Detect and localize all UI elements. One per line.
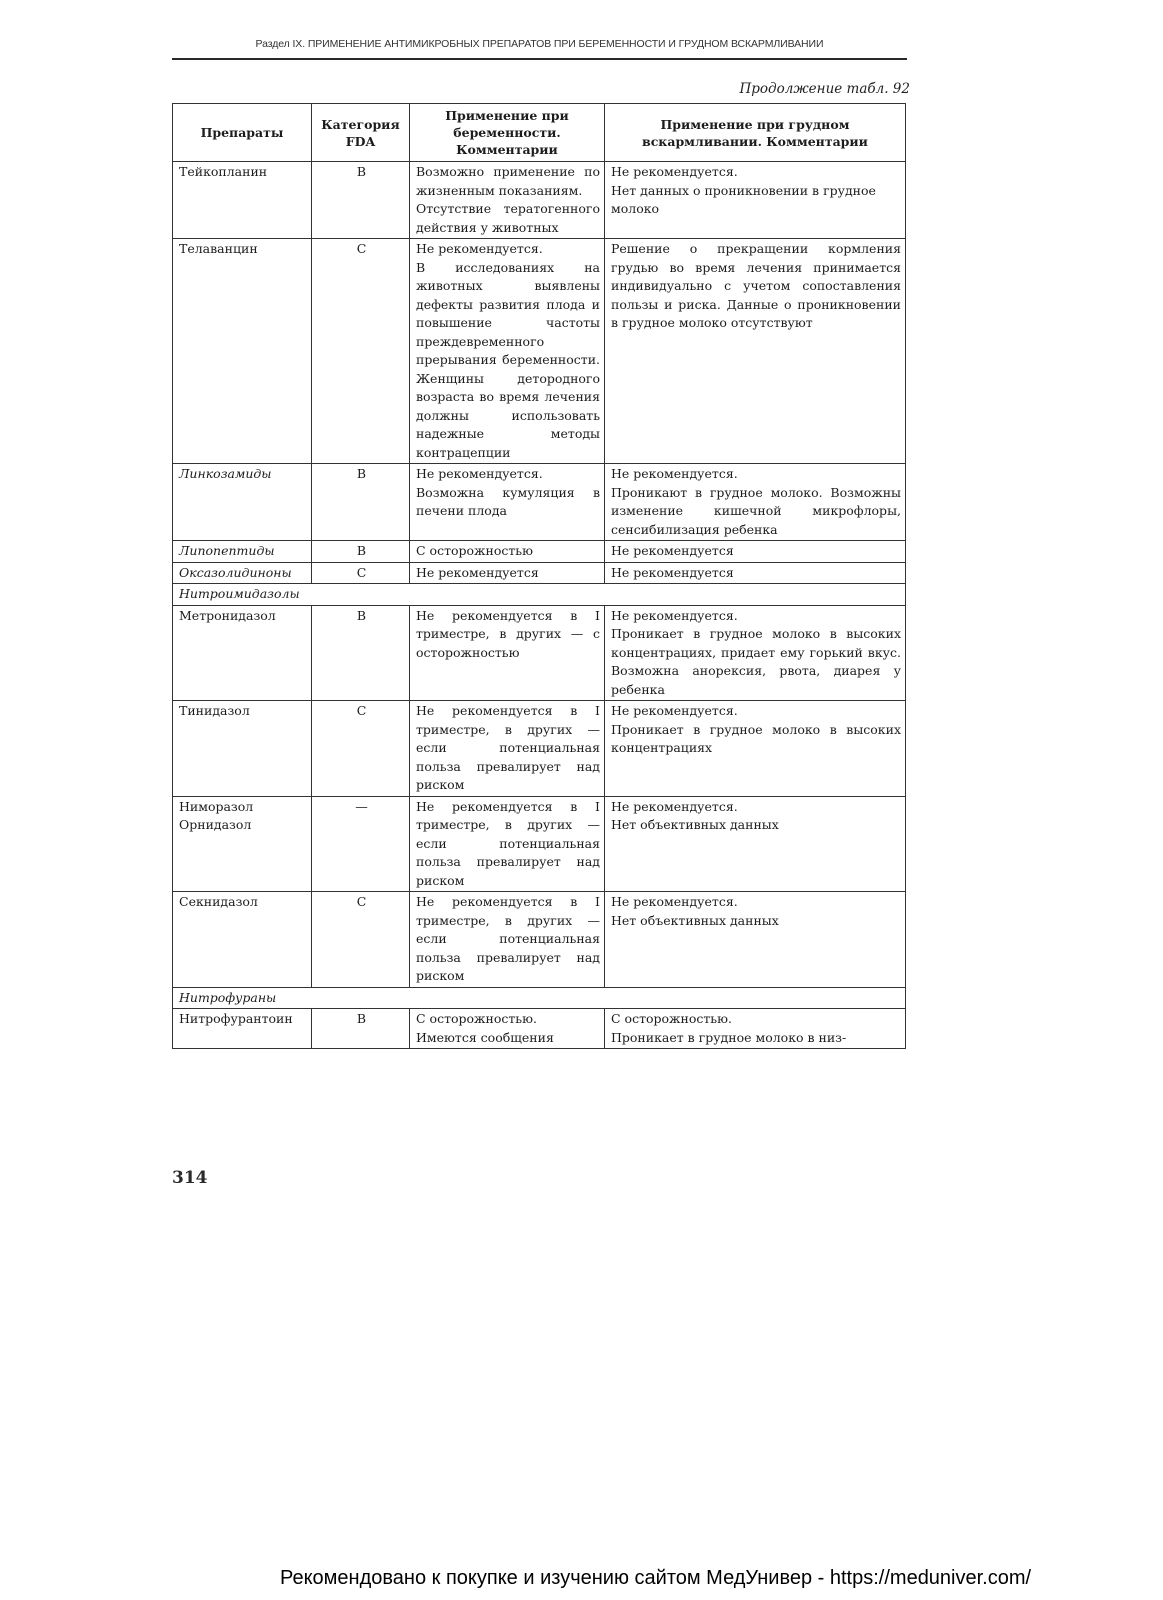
breastfeeding-comment	[605, 239, 906, 464]
comment-line: Проникает в грудное молоко в высоких концентрациях, придает ему горький вкус. Возможна анорексия, рвота, диарея у ребенка	[611, 626, 901, 697]
pregnancy-comment	[410, 162, 605, 239]
header-rule	[172, 58, 907, 60]
comment-line: Не рекомендуется в I триместре, в других — если потенциальная польза превалирует над риском	[416, 798, 600, 888]
header-pregnancy: Применение при беременности. Комментарии	[410, 104, 605, 162]
breastfeeding-comment	[605, 1009, 906, 1049]
comment-line: Не рекомендуется в I триместре, в других — если потенциальная польза превалирует над риском	[416, 894, 600, 983]
comment-line: Возможно применение по жизненным показаниям.	[416, 164, 600, 198]
group-row	[173, 584, 906, 606]
breastfeeding-comment	[605, 562, 906, 584]
pregnancy-comment	[410, 892, 605, 988]
table-row	[173, 239, 906, 464]
pregnancy-comment	[410, 701, 605, 797]
fda-category: C	[312, 239, 410, 464]
comment-line: Не рекомендуется.	[416, 241, 543, 256]
comment-line: Не рекомендуется.	[416, 466, 543, 481]
header-drugs: Препараты	[173, 104, 312, 162]
comment-line: Решение о прекращении кормления грудью во время лечения принимается индивидуально с учетом сопоставления пользы и риска. Данные о проникновении в грудное молоко отсутствуют	[611, 241, 901, 330]
drug-name: Нитрофурантоин	[173, 1009, 312, 1049]
table-row	[173, 541, 906, 563]
breastfeeding-comment	[605, 892, 906, 988]
pregnancy-comment	[410, 464, 605, 541]
breastfeeding-comment	[605, 701, 906, 797]
table-row	[173, 562, 906, 584]
comment-line: Не рекомендуется.	[611, 164, 738, 179]
breastfeeding-comment	[605, 605, 906, 701]
table-row	[173, 1009, 906, 1049]
table-caption: Продолжение табл. 92	[739, 81, 910, 97]
table-row	[173, 701, 906, 797]
fda-category: C	[312, 892, 410, 988]
header-category: Категория FDA	[312, 104, 410, 162]
drug-name: Секнидазол	[173, 892, 312, 988]
drug-name: Метронидазол	[173, 605, 312, 701]
fda-category: C	[312, 701, 410, 797]
drug-name: Тейкопланин	[173, 162, 312, 239]
comment-line: Проникает в грудное молоко в низ-	[611, 1029, 847, 1045]
comment-line: С осторожностью.	[611, 1011, 732, 1026]
drug-name-line: Орнидазол	[179, 817, 252, 832]
pregnancy-comment	[410, 796, 605, 892]
group-title: Нитроимидазолы	[173, 584, 906, 606]
comment-line: Не рекомендуется в I триместре, в других — с осторожностью	[416, 607, 600, 660]
comment-line: Не рекомендуется.	[611, 466, 738, 481]
fda-category: —	[312, 796, 410, 892]
comment-line: Не рекомендуется	[611, 543, 734, 558]
table-row	[173, 796, 906, 892]
comment-line: Не рекомендуется.	[611, 894, 738, 909]
pregnancy-comment	[410, 562, 605, 584]
footer-promo	[280, 1567, 1031, 1590]
footer-promo-text: Рекомендовано к покупке и изучению сайтом МедУнивер -	[280, 1567, 830, 1589]
table-row	[173, 605, 906, 701]
drug-group-name: Оксазолидиноны	[173, 562, 312, 584]
fda-category: B	[312, 1009, 410, 1049]
table-header-row	[173, 104, 906, 162]
fda-category: B	[312, 541, 410, 563]
comment-line: Нет данных о проникновении в грудное молоко	[611, 182, 876, 216]
comment-line: С осторожностью	[416, 543, 533, 558]
fda-category: B	[312, 605, 410, 701]
fda-category: C	[312, 562, 410, 584]
drug-name	[173, 796, 312, 892]
group-title: Нитрофураны	[173, 987, 906, 1009]
drug-name: Тинидазол	[173, 701, 312, 797]
drug-group-name: Линкозамиды	[173, 464, 312, 541]
breastfeeding-comment	[605, 162, 906, 239]
comment-line: Не рекомендуется	[416, 564, 539, 580]
comment-line: Не рекомендуется.	[611, 798, 738, 814]
comment-line: С осторожностью.	[416, 1011, 537, 1026]
drug-name-line: Ниморазол	[179, 798, 254, 814]
drug-table	[172, 103, 906, 1049]
comment-line: Нет объективных данных	[611, 817, 779, 832]
comment-line: Не рекомендуется	[611, 564, 734, 580]
pregnancy-comment	[410, 1009, 605, 1049]
pregnancy-comment	[410, 541, 605, 563]
comment-line: Возможна кумуляция в печени плода	[416, 484, 600, 518]
pregnancy-comment	[410, 239, 605, 464]
table-row	[173, 464, 906, 541]
breastfeeding-comment	[605, 464, 906, 541]
drug-name: Телаванцин	[173, 239, 312, 464]
footer-promo-link[interactable]: https://meduniver.com/	[829, 1567, 1032, 1589]
breastfeeding-comment	[605, 796, 906, 892]
comment-line: В исследованиях на животных выявлены дефекты развития плода и повышение частоты преждевременного прерывания беременности. Женщины детородного возраста во время лечения должны использовать надежные методы контрацепции	[416, 259, 600, 460]
comment-line: Имеются сообщения	[416, 1029, 554, 1045]
comment-line: Проникают в грудное молоко. Возможны изменение кишечной микрофлоры, сенсибилизация ребенка	[611, 484, 901, 537]
page-number: 314	[172, 1168, 208, 1188]
table-row	[173, 892, 906, 988]
comment-line: Не рекомендуется.	[611, 607, 738, 623]
comment-line: Нет объективных данных	[611, 912, 779, 928]
fda-category: B	[312, 464, 410, 541]
fda-category: B	[312, 162, 410, 239]
breastfeeding-comment	[605, 541, 906, 563]
comment-line: Не рекомендуется в I триместре, в других — если потенциальная польза превалирует над риском	[416, 703, 600, 792]
comment-line: Проникает в грудное молоко в высоких концентрациях	[611, 721, 901, 755]
comment-line: Не рекомендуется.	[611, 703, 738, 718]
header-breastfeeding: Применение при грудном вскармливании. Комментарии	[605, 104, 906, 162]
pregnancy-comment	[410, 605, 605, 701]
comment-line: Отсутствие тератогенного действия у животных	[416, 201, 600, 235]
table-row	[173, 162, 906, 239]
drug-group-name: Липопептиды	[173, 541, 312, 563]
running-header: Раздел IX. ПРИМЕНЕНИЕ АНТИМИКРОБНЫХ ПРЕПАРАТОВ ПРИ БЕРЕМЕННОСТИ И ГРУДНОМ ВСКАРМЛИВАНИИ	[255, 38, 824, 50]
group-row	[173, 987, 906, 1009]
